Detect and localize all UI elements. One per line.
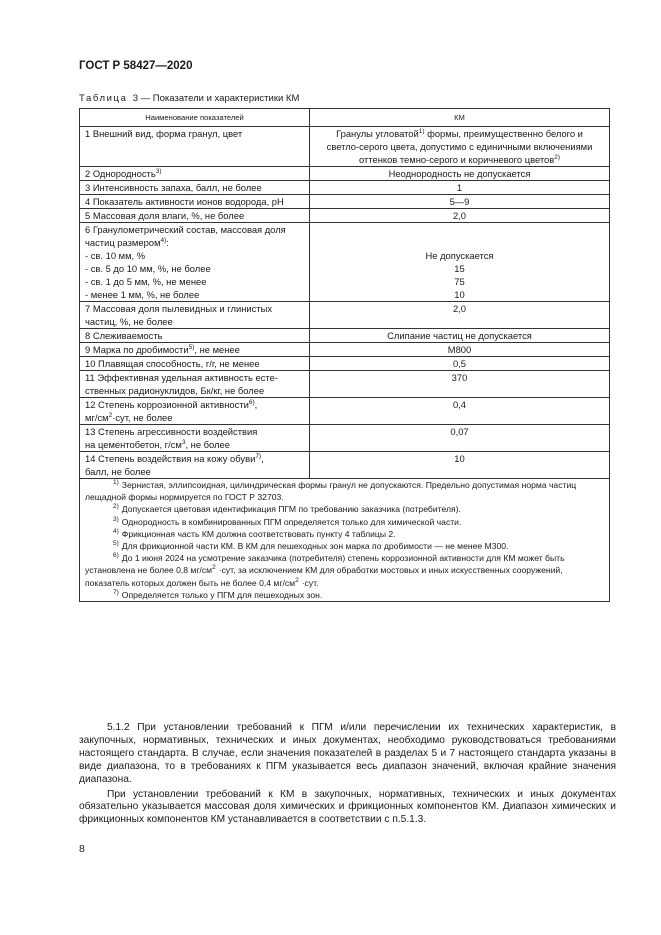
footnote: $^{3)}$ Однородность в комбинированных ПГМ определяется только для химической части. bbox=[113, 515, 462, 527]
table-notes-row bbox=[80, 479, 610, 602]
footnote: $^{5)}$ Для фрикционной части КМ. В КМ для пешеходных зон марка по дробимости — не менее М300. bbox=[113, 540, 509, 552]
col-header-name: Наименование показателей bbox=[80, 109, 310, 127]
table-row bbox=[80, 195, 610, 209]
table-notes bbox=[80, 479, 610, 602]
table-caption bbox=[79, 93, 299, 104]
table-row bbox=[80, 209, 610, 223]
row-value: 0,5 bbox=[310, 357, 610, 371]
indicators-table bbox=[79, 108, 610, 602]
row-name: 2 Однородность$^{3)}$ bbox=[80, 167, 310, 181]
body-text bbox=[79, 722, 616, 827]
subitem-value: 15 bbox=[454, 263, 465, 274]
subitem-label: - св. 1 до 5 мм, %, не менее bbox=[85, 276, 207, 287]
row-value: Неоднородность не допускается bbox=[310, 167, 610, 181]
col-header-km: КМ bbox=[310, 109, 610, 127]
row-value: 5—9 bbox=[310, 195, 610, 209]
table-row bbox=[80, 127, 610, 167]
footnote: $^{4)}$ Фрикционная часть КМ должна соответствовать пункту 4 таблицы 2. bbox=[113, 527, 396, 539]
table-row bbox=[80, 181, 610, 195]
table-row bbox=[80, 302, 610, 329]
row-value: 2,0 bbox=[310, 209, 610, 223]
row-value: 0,4 bbox=[310, 398, 610, 425]
page-number: 8 bbox=[79, 843, 85, 855]
subitem-label: - св. 10 мм, % bbox=[85, 250, 146, 261]
subitem-value: 10 bbox=[454, 289, 465, 300]
table-caption-number: 3 bbox=[132, 93, 139, 104]
row-name: 1 Внешний вид, форма гранул, цвет bbox=[80, 127, 310, 167]
row-name: 11 Эффективная удельная активность есте- ственных радионуклидов, Бк/кг, не более bbox=[80, 371, 310, 398]
subitem-label: - менее 1 мм, %, не более bbox=[85, 289, 200, 300]
row-value: 370 bbox=[310, 371, 610, 398]
footnote: $^{1)}$ Зернистая, эллипсоидная, цилиндрическая формы гранул не допускаются. Предельно допустимая норма частиц лещадной формы нормируется по ГОСТ Р 32703. bbox=[85, 479, 577, 503]
row-value: Слипание частиц не допускается bbox=[310, 329, 610, 343]
paragraph: 5.1.2 При установлении требований к ПГМ и/или перечислении их технических характеристик, в закупочных, нормативных, технических и иных документах, необходимо руководствоваться требованиями настоящего стандарта. В случае, если значения показателей в разделах 5 и 7 настоящего стандарта указаны в виде диапазона, то в требованиях к ПГМ указывается весь диапазон значений, включая крайние значения диапазона. bbox=[79, 722, 616, 785]
footnote: $^{2)}$ Допускается цветовая идентификация ПГМ по требованию заказчика (потребителя). bbox=[113, 503, 461, 515]
row-name: 9 Марка по дробимости$^{5)}$, не менее bbox=[80, 343, 310, 357]
table-row bbox=[80, 452, 610, 479]
table-row bbox=[80, 357, 610, 371]
table-row bbox=[80, 425, 610, 452]
paragraph: При установлении требований к КМ в закупочных, нормативных, технических и иных документах обязательно указывается массовая доля химических и фрикционных компонентов КМ. Диапазон химических и фрикционных компонентов КМ устанавливается в соответствии с п.5.1.3. bbox=[79, 788, 616, 826]
table-row bbox=[80, 398, 610, 425]
row-value: 10 bbox=[310, 452, 610, 479]
row-name: 14 Степень воздействия на кожу обуви$^{7)}$, балл, не более bbox=[80, 452, 310, 479]
row-name: 3 Интенсивность запаха, балл, не более bbox=[80, 181, 310, 195]
row-value: 2,0 bbox=[310, 302, 610, 329]
table-row bbox=[80, 343, 610, 357]
row-name: 13 Степень агрессивности воздействия на цементобетон, $г/см^3$, не более bbox=[80, 425, 310, 452]
row-value: М800 bbox=[310, 343, 610, 357]
row-value: Гранулы угловатой$^{1)}$ формы, преимущественно белого и светло-серого цвета, допустимо с единичными включениями оттенков темно-серого и коричневого цветов$^{2)}$ bbox=[310, 127, 610, 167]
subitem-value: 75 bbox=[454, 276, 465, 287]
subitem-label: - св. 5 до 10 мм, %, не более bbox=[85, 263, 211, 274]
subitem-value: Не допускается bbox=[425, 250, 494, 261]
row-name: 10 Плавящая способность, г/г, не менее bbox=[80, 357, 310, 371]
row-name: 5 Массовая доля влаги, %, не более bbox=[80, 209, 310, 223]
table-row bbox=[80, 371, 610, 398]
row-name: 12 Степень коррозионной активности$^{6)}$, $мг/см^2\cdot сут$, не более bbox=[80, 398, 310, 425]
table-header-row bbox=[80, 109, 610, 127]
row-name: 4 Показатель активности ионов водорода, pH bbox=[80, 195, 310, 209]
table-caption-text: — Показатели и характеристики КМ bbox=[138, 93, 300, 104]
row-name: 6 Гранулометрический состав, массовая доля частиц размером$^{4)}$: - св. 10 мм, % - св. 5 до 10 мм, %, не более - св. 1 до 5 мм, %, не менее - менее 1 мм, %, не более bbox=[80, 223, 310, 302]
table-caption-prefix: Таблица bbox=[79, 93, 128, 104]
footnote: $^{7)}$ Определяется только у ПГМ для пешеходных зон. bbox=[113, 588, 323, 600]
row-name: 8 Слеживаемость bbox=[80, 329, 310, 343]
table-row bbox=[80, 223, 610, 302]
footnote: $^{6)}$ До 1 июня 2024 на усмотрение заказчика (потребителя) степень коррозионной активности для КМ может быть установлена не более 0,8 $мг/см^2 \cdot сут$, за исключением КМ для обработки мостовых и иных искусственных сооружений, показатель которых должен быть не более 0,4 $мг/см^2 \cdot сут$. bbox=[85, 552, 565, 588]
table-row bbox=[80, 167, 610, 181]
row-value: 0,07 bbox=[310, 425, 610, 452]
row-value: 1 bbox=[310, 181, 610, 195]
table-row bbox=[80, 329, 610, 343]
row-value bbox=[310, 223, 610, 302]
row-name: 7 Массовая доля пылевидных и глинистых частиц, %, не более bbox=[80, 302, 310, 329]
standard-header: ГОСТ Р 58427—2020 bbox=[79, 60, 193, 72]
